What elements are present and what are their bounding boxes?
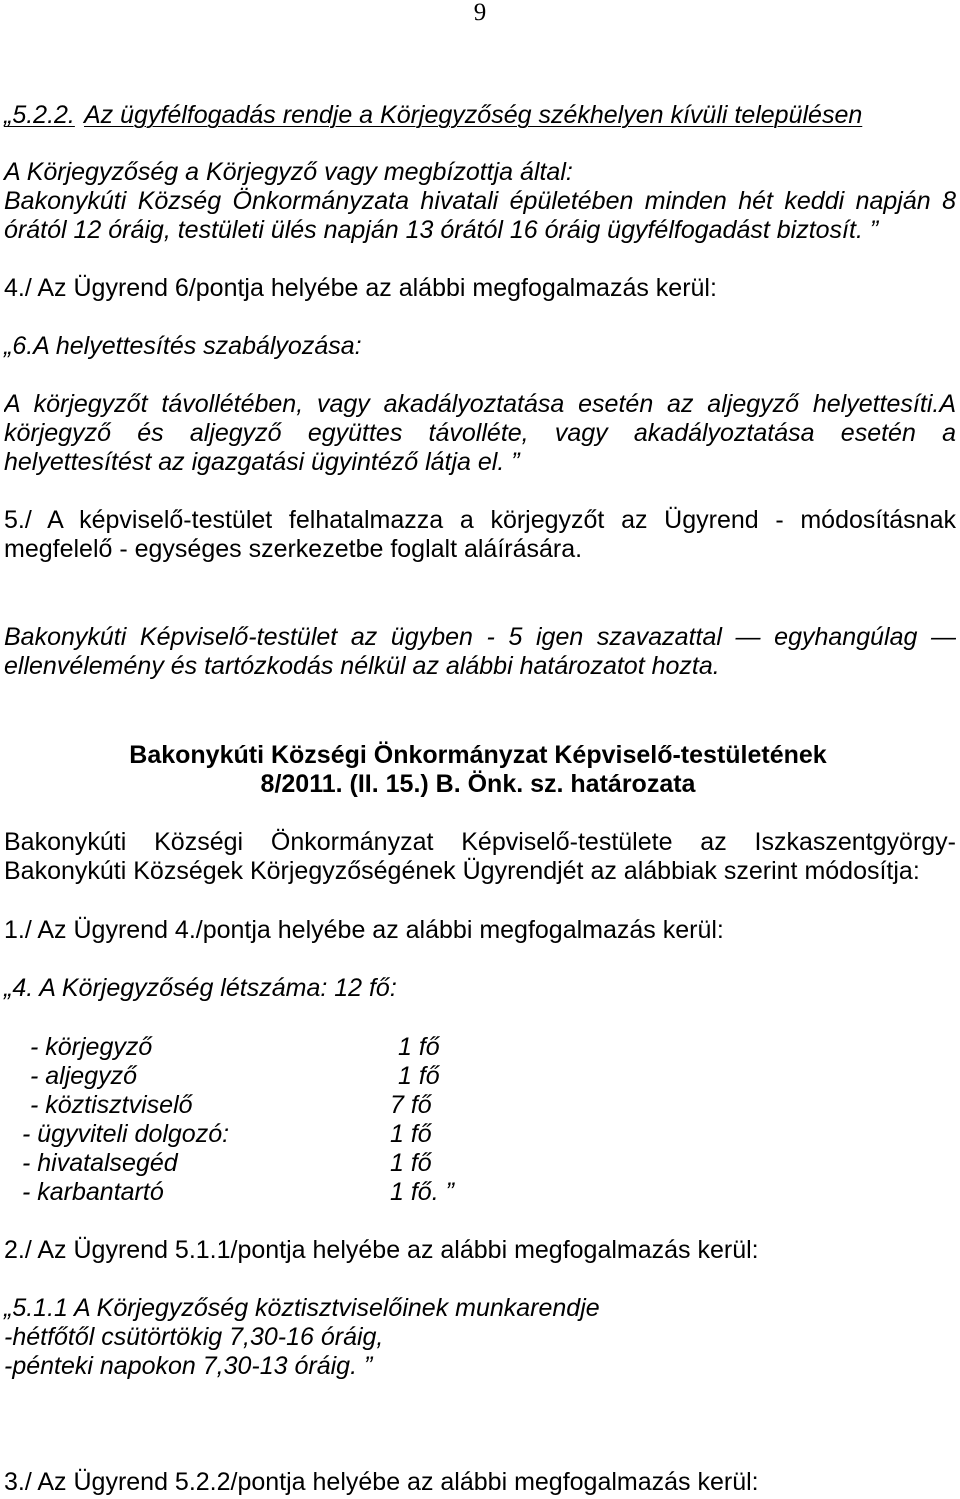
staff-row xyxy=(0,1033,960,1062)
paragraph-line: Bakonykúti Község Önkormányzata hivatali épületében minden hét keddi napján 8 xyxy=(4,187,956,215)
schedule-line: -hétfőtől csütörtökig 7,30-16 óráig, xyxy=(4,1323,384,1351)
staff-role: - ügyviteli dolgozó: xyxy=(22,1120,230,1148)
staff-role: - aljegyző xyxy=(30,1062,137,1090)
staff-row xyxy=(0,1149,960,1178)
staff-role: - köztisztviselő xyxy=(30,1091,193,1119)
section-522-heading xyxy=(4,101,75,130)
staff-count: 1 fő xyxy=(398,1033,440,1061)
item-5-line: 5./ A képviselő-testület felhatalmazza a körjegyzőt az Ügyrend - módosításnak xyxy=(4,506,956,534)
staff-count: 1 fő. ” xyxy=(390,1178,454,1206)
staff-count: 1 fő xyxy=(390,1149,432,1177)
staff-count: 7 fő xyxy=(390,1091,432,1119)
staff-role: - karbantartó xyxy=(22,1178,164,1206)
resolution-intro-line: Bakonykúti Községi Önkormányzat Képviselő-testülete az Iszkaszentgyörgy- xyxy=(4,828,956,856)
paragraph-line: helyettesítést az igazgatási ügyintéző látja el. ” xyxy=(4,448,520,476)
resolution-intro-line: Bakonykúti Községek Körjegyzőségének Ügyrendjét az alábbiak szerint módosítja: xyxy=(4,857,920,885)
item-3-intro: 3./ Az Ügyrend 5.2.2/pontja helyébe az alábbi megfogalmazás kerül: xyxy=(4,1468,759,1496)
staff-row xyxy=(0,1091,960,1120)
staff-row xyxy=(0,1178,960,1207)
paragraph-line: órától 12 óráig, testületi ülés napján 13 órától 16 óráig ügyfélfogadást biztosít. ” xyxy=(4,216,879,244)
vote-line: ellenvélemény és tartózkodás nélkül az alábbi határozatot hozta. xyxy=(4,652,720,680)
item-1-intro: 1./ Az Ügyrend 4./pontja helyébe az alábbi megfogalmazás kerül: xyxy=(4,916,724,944)
vote-line: Bakonykúti Képviselő-testület az ügyben - 5 igen szavazattal — egyhangúlag — xyxy=(4,623,956,651)
staff-role: - hivatalsegéd xyxy=(22,1149,178,1177)
item-5-line: megfelelő - egységes szerkezetbe foglalt aláírására. xyxy=(4,535,583,563)
paragraph-line: A Körjegyzőség a Körjegyző vagy megbízottja által: xyxy=(4,158,573,186)
paragraph-line: A körjegyzőt távollétében, vagy akadályoztatása esetén az aljegyző helyettesíti.A xyxy=(4,390,956,418)
item-2-intro: 2./ Az Ügyrend 5.1.1/pontja helyébe az alábbi megfogalmazás kerül: xyxy=(4,1236,759,1264)
staff-row xyxy=(0,1062,960,1091)
paragraph-line: körjegyző és aljegyző együttes távolléte, vagy akadályoztatása esetén a xyxy=(4,419,956,447)
schedule-line: -pénteki napokon 7,30-13 óráig. ” xyxy=(4,1352,373,1380)
page-number: 9 xyxy=(473,0,487,26)
resolution-title: Bakonykúti Községi Önkormányzat Képviselő-testületének xyxy=(129,741,827,769)
staff-title: „4. A Körjegyzőség létszáma: 12 fő: xyxy=(4,974,397,1002)
staff-count: 1 fő xyxy=(398,1062,440,1090)
section-6-title: „6.A helyettesítés szabályozása: xyxy=(4,332,362,360)
section-522-number: „5.2.2. xyxy=(4,101,75,129)
staff-role: - körjegyző xyxy=(30,1033,153,1061)
staff-row xyxy=(0,1120,960,1149)
item-4-intro: 4./ Az Ügyrend 6/pontja helyébe az alábbi megfogalmazás kerül: xyxy=(4,274,717,302)
staff-count: 1 fő xyxy=(390,1120,432,1148)
resolution-number: 8/2011. (II. 15.) B. Önk. sz. határozata xyxy=(260,770,696,798)
section-522-title: Az ügyfélfogadás rendje a Körjegyzőség székhelyen kívüli településen xyxy=(84,101,863,129)
section-511-title: „5.1.1 A Körjegyzőség köztisztviselőinek munkarendje xyxy=(4,1294,600,1322)
section-522-title-line xyxy=(84,101,862,130)
